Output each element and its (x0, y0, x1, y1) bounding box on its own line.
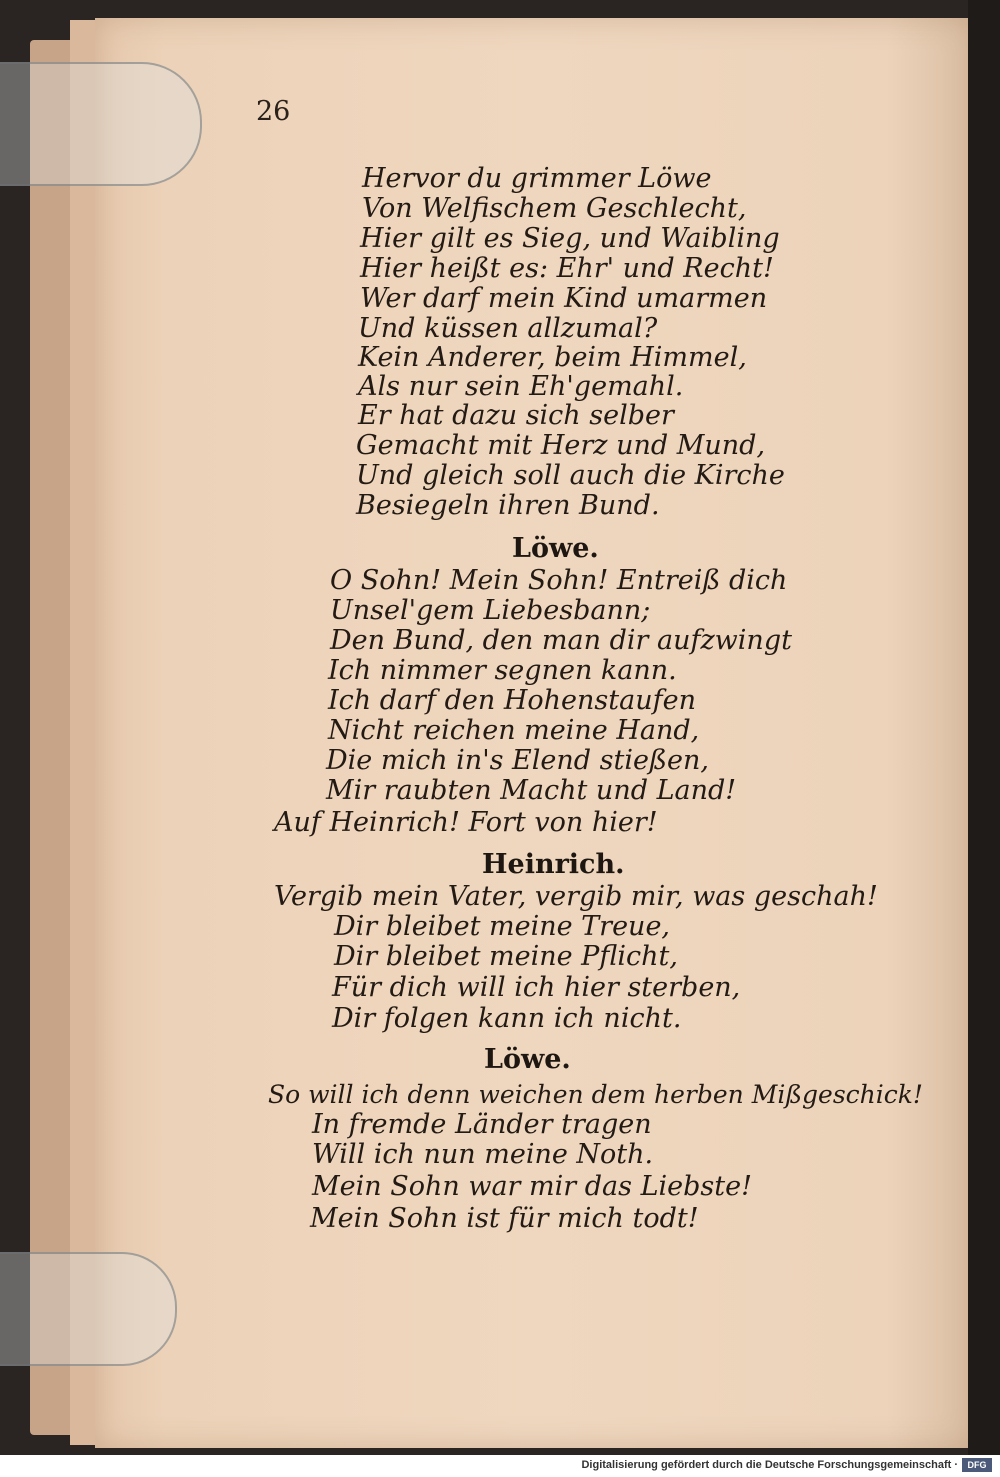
page-number: 26 (256, 96, 291, 127)
verse-line: Hervor du grimmer Löwe (362, 163, 712, 194)
verse-line: Dir bleibet meine Treue, (334, 911, 671, 942)
verse-line: Dir folgen kann ich nicht. (332, 1003, 682, 1034)
digitization-footer (0, 1455, 1000, 1477)
verse-line: So will ich denn weichen dem herben Mißgeschick! (268, 1080, 923, 1109)
speaker-heading: Heinrich. (482, 849, 625, 880)
verse-line: Mir raubten Macht und Land! (326, 775, 737, 806)
verse-line: Ich darf den Hohenstaufen (328, 685, 696, 716)
verse-line: Wer darf mein Kind umarmen (360, 283, 768, 314)
verse-line: Von Welfischem Geschlecht, (362, 193, 747, 224)
verse-line: Unsel'gem Liebesbann; (330, 595, 651, 626)
page-clip-top (0, 62, 202, 186)
verse-line: Will ich nun meine Noth. (312, 1139, 654, 1170)
page-clip-bottom (0, 1252, 177, 1366)
footer-credit: Digitalisierung gefördert durch die Deutsche Forschungsgemeinschaft · (581, 1459, 958, 1471)
verse-line: Und küssen allzumal? (358, 313, 658, 344)
verse-line: Hier gilt es Sieg, und Waibling (360, 223, 780, 254)
verse-line: Mein Sohn war mir das Liebste! (312, 1171, 752, 1202)
verse-line: In fremde Länder tragen (312, 1109, 652, 1140)
speaker-heading: Löwe. (484, 1044, 571, 1075)
verse-line: O Sohn! Mein Sohn! Entreiß dich (330, 565, 788, 596)
verse-line: Als nur sein Eh'gemahl. (358, 371, 684, 402)
verse-line: Den Bund, den man dir aufzwingt (330, 625, 792, 656)
verse-line: Nicht reichen meine Hand, (328, 715, 700, 746)
verse-line: Dir bleibet meine Pflicht, (334, 941, 678, 972)
speaker-heading: Löwe. (512, 533, 599, 564)
verse-line: Gemacht mit Herz und Mund, (356, 430, 766, 461)
verse-line: Mein Sohn ist für mich todt! (310, 1203, 699, 1234)
dfg-logo-icon: DFG (962, 1458, 992, 1472)
verse-line: Die mich in's Elend stießen, (326, 745, 709, 776)
verse-line: Kein Anderer, beim Himmel, (358, 342, 747, 373)
verse-line: Er hat dazu sich selber (358, 400, 674, 431)
verse-line: Auf Heinrich! Fort von hier! (274, 807, 658, 838)
verse-line: Hier heißt es: Ehr' und Recht! (360, 253, 774, 284)
verse-line: Und gleich soll auch die Kirche (356, 460, 785, 491)
verse-line: Besiegeln ihren Bund. (356, 490, 660, 521)
verse-line: Vergib mein Vater, vergib mir, was geschah! (274, 881, 878, 912)
binding-edge (968, 0, 1000, 1455)
verse-line: Für dich will ich hier sterben, (332, 972, 741, 1003)
verse-line: Ich nimmer segnen kann. (328, 655, 677, 686)
